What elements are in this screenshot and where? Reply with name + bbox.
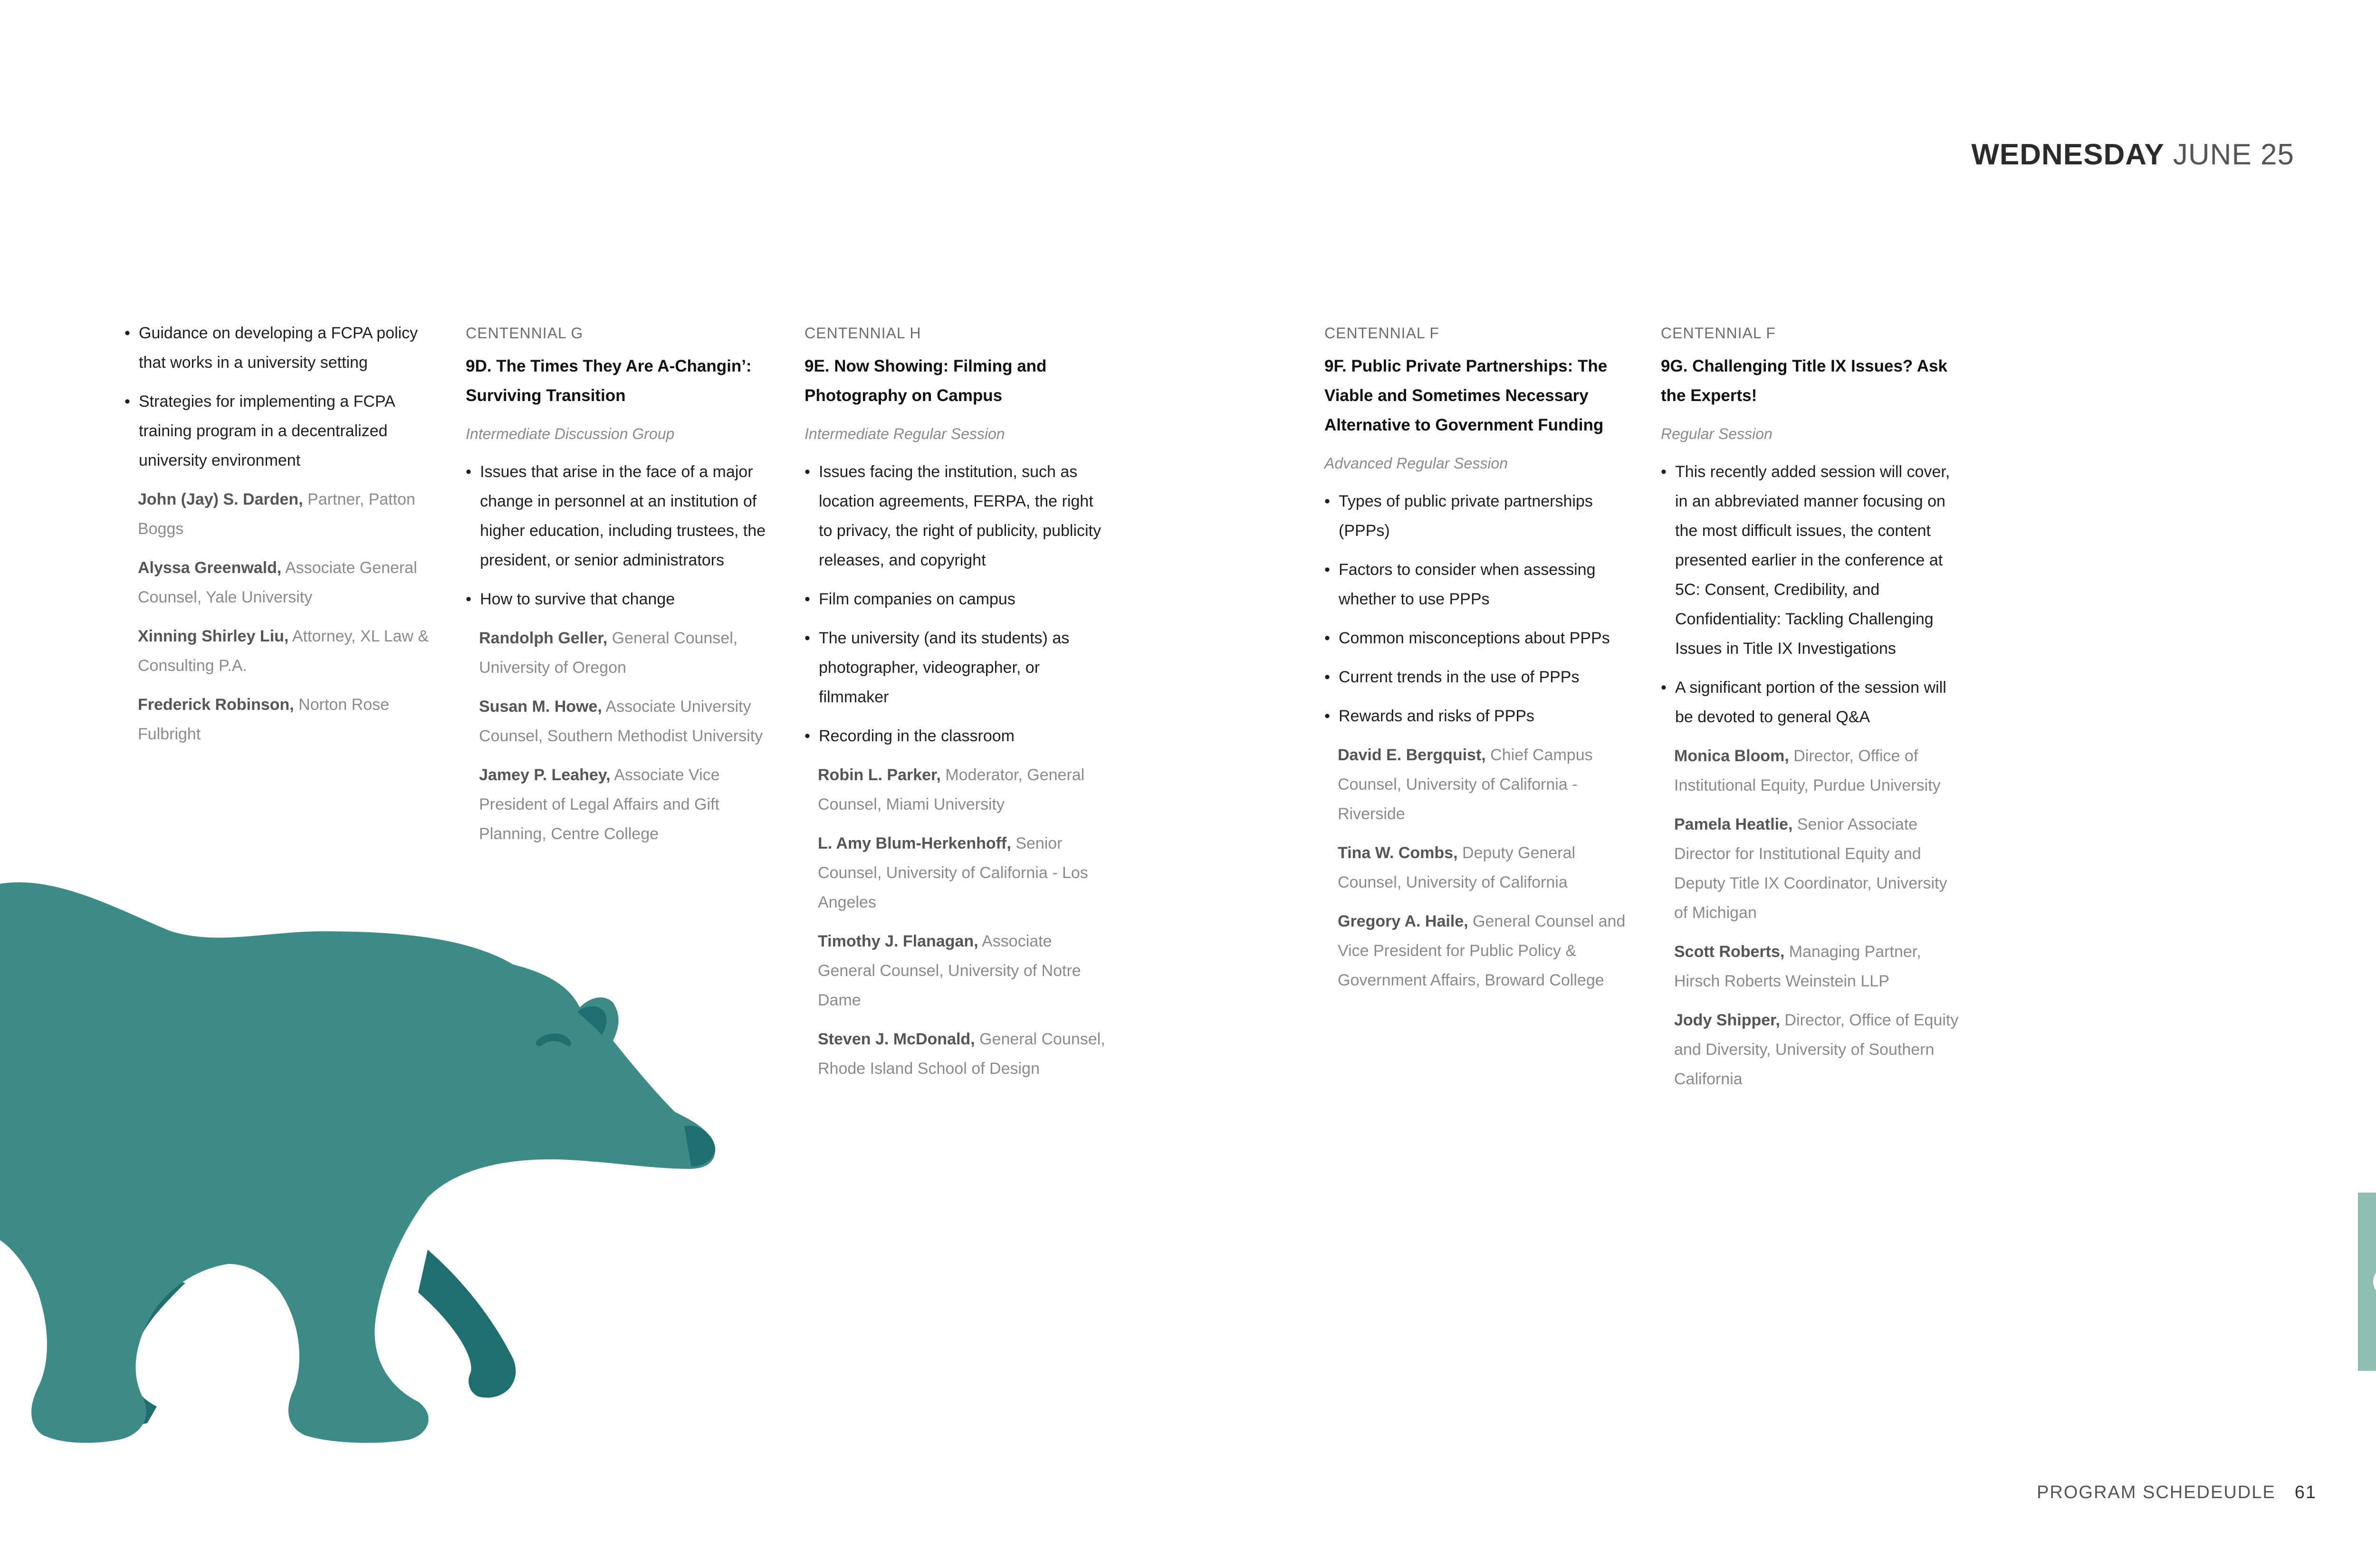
topic-item: • Rewards and risks of PPPs	[1324, 701, 1629, 731]
speaker	[1674, 1005, 1965, 1094]
speaker-list	[1661, 741, 1965, 1094]
section-tab	[2358, 1193, 2376, 1371]
topic-item: • Types of public private partnerships (PPPs)	[1324, 487, 1629, 545]
speaker-affiliation: Associate General Counsel, Yale University	[138, 559, 417, 606]
room-label: CENTENNIAL H	[805, 325, 921, 342]
speaker-name: Xinning Shirley Liu,	[138, 627, 289, 645]
speaker-affiliation: Deputy General Counsel, University of California	[1338, 844, 1576, 891]
speaker-affiliation: Norton Rose Fulbright	[138, 696, 390, 743]
session-level: Advanced Regular Session	[1324, 455, 1508, 472]
session-column-9f	[1324, 318, 1629, 1004]
speaker-list	[1324, 740, 1629, 995]
session-title: 9F. Public Private Partnerships: The Viable and Sometimes Necessary Alternative to Government Funding	[1324, 357, 1608, 434]
session-title: 9G. Challenging Title IX Issues? Ask the Experts!	[1661, 357, 1947, 405]
speaker-affiliation: General Counsel, University of Oregon	[479, 629, 738, 677]
speaker	[818, 829, 1109, 917]
speaker-affiliation: Senior Associate Director for Institutional Equity and Deputy Title IX Coordinator, University of Michigan	[1674, 815, 1947, 922]
page-footer	[2037, 1482, 2317, 1503]
page-number: 61	[2294, 1482, 2317, 1502]
speaker-name: John (Jay) S. Darden,	[138, 490, 303, 508]
speaker	[138, 553, 438, 612]
speaker-list	[805, 760, 1109, 1083]
topic-list	[1324, 487, 1629, 731]
speaker-affiliation: Director, Office of Equity and Diversity, University of Southern California	[1674, 1011, 1959, 1088]
session-column-9e	[805, 318, 1109, 1093]
speaker	[1338, 907, 1629, 995]
session-title: 9E. Now Showing: Filming and Photography on Campus	[805, 357, 1047, 405]
topic-item: • Common misconceptions about PPPs	[1324, 623, 1629, 653]
speaker	[1674, 810, 1965, 927]
speaker-name: Randolph Geller,	[479, 629, 608, 647]
speaker	[479, 692, 770, 751]
topic-item: • Issues that arise in the face of a major change in personnel at an institution of higher education, including trustees, the president, or senior administrators	[466, 457, 770, 575]
bear-illustration-icon	[0, 855, 722, 1511]
speaker-name: Scott Roberts,	[1674, 943, 1785, 961]
speaker-affiliation: Director, Office of Institutional Equity, Purdue University	[1674, 747, 1941, 794]
session-column-9g	[1661, 318, 1965, 1103]
speaker-affiliation: Attorney, XL Law & Consulting P.A.	[138, 627, 429, 675]
topic-list	[466, 457, 770, 614]
topic-item: • Current trends in the use of PPPs	[1324, 662, 1629, 692]
speaker-name: Pamela Heatlie,	[1674, 815, 1793, 833]
speaker	[1338, 740, 1629, 829]
footer-section: PROGRAM SCHEDEUDLE	[2037, 1482, 2276, 1502]
speaker-name: Susan M. Howe,	[479, 698, 602, 716]
topic-item: • How to survive that change	[466, 584, 770, 614]
room-label: CENTENNIAL F	[1324, 325, 1439, 342]
session-level: Intermediate Regular Session	[805, 425, 1005, 442]
speaker	[138, 485, 438, 544]
topic-item: • The university (and its students) as photographer, videographer, or filmmaker	[805, 623, 1109, 712]
topic-item: • A significant portion of the session will be devoted to general Q&A	[1661, 673, 1965, 732]
speaker	[1674, 741, 1965, 800]
speaker-name: Gregory A. Haile,	[1338, 912, 1468, 930]
speaker	[818, 760, 1109, 819]
speaker-name: Tina W. Combs,	[1338, 844, 1458, 862]
session-column-9d	[466, 318, 770, 858]
speaker-affiliation: General Counsel, Rhode Island School of Design	[818, 1030, 1105, 1078]
speaker	[138, 621, 438, 680]
speaker-name: Alyssa Greenwald,	[138, 559, 282, 577]
speaker-name: L. Amy Blum-Herkenhoff,	[818, 834, 1011, 852]
speaker-affiliation: Associate Vice President of Legal Affairs and Gift Planning, Centre College	[479, 766, 720, 843]
speaker-list	[466, 623, 770, 849]
speaker	[818, 927, 1109, 1015]
topic-item: • Guidance on developing a FCPA policy that works in a university setting	[125, 318, 438, 377]
topic-item: • Recording in the classroom	[805, 721, 1109, 751]
section-tab-letter	[2373, 1266, 2376, 1297]
speaker-name: Jody Shipper,	[1674, 1011, 1780, 1029]
session-column-continued	[125, 318, 438, 758]
speaker-affiliation: Moderator, General Counsel, Miami University	[818, 766, 1085, 813]
session-title: 9D. The Times They Are A-Changin’: Surviving Transition	[466, 357, 752, 405]
speaker-name: Frederick Robinson,	[138, 696, 294, 714]
topic-item: • Strategies for implementing a FCPA training program in a decentralized university environment	[125, 387, 438, 475]
day-label: WEDNESDAY	[1971, 138, 2165, 171]
speaker-name: Steven J. McDonald,	[818, 1030, 975, 1048]
speaker	[138, 690, 438, 749]
topic-item: • Issues facing the institution, such as location agreements, FERPA, the right to privacy, the right of publicity, publicity releases, and copyright	[805, 457, 1109, 575]
speaker-name: Timothy J. Flanagan,	[818, 932, 978, 950]
speaker-name: David E. Bergquist,	[1338, 746, 1486, 764]
topic-list	[805, 457, 1109, 751]
speaker-affiliation: Managing Partner, Hirsch Roberts Weinstein LLP	[1674, 943, 1921, 990]
speaker-name: Monica Bloom,	[1674, 747, 1789, 765]
speaker	[479, 623, 770, 682]
speaker	[1674, 937, 1965, 996]
speaker-list	[125, 485, 438, 749]
speaker-affiliation: Associate University Counsel, Southern Methodist University	[479, 698, 763, 745]
topic-item: • This recently added session will cover, in an abbreviated manner focusing on the most difficult issues, the content presented earlier in the conference at 5C: Consent, Credibility, and Confidentiality: Tackling Challenging Issues in Title IX Investigations	[1661, 457, 1965, 663]
room-label: CENTENNIAL G	[466, 325, 584, 342]
speaker	[479, 760, 770, 849]
topic-item: • Film companies on campus	[805, 584, 1109, 614]
session-level: Regular Session	[1661, 425, 1772, 442]
speaker-affiliation: Chief Campus Counsel, University of California - Riverside	[1338, 746, 1593, 823]
session-level: Intermediate Discussion Group	[466, 425, 675, 442]
topic-list	[1661, 457, 1965, 732]
speaker-name: Jamey P. Leahey,	[479, 766, 611, 784]
speaker	[818, 1024, 1109, 1083]
speaker-affiliation: Senior Counsel, University of California - Los Angeles	[818, 834, 1088, 911]
room-label: CENTENNIAL F	[1661, 325, 1776, 342]
date-label: JUNE 25	[2173, 138, 2294, 171]
day-heading	[1971, 138, 2294, 172]
speaker-affiliation: Partner, Patton Boggs	[138, 490, 415, 538]
topic-item: • Factors to consider when assessing whether to use PPPs	[1324, 555, 1629, 614]
topic-list	[125, 318, 438, 475]
speaker-name: Robin L. Parker,	[818, 766, 941, 784]
speaker	[1338, 838, 1629, 897]
speaker-affiliation: General Counsel and Vice President for Public Policy & Government Affairs, Broward College	[1338, 912, 1626, 989]
speaker-affiliation: Associate General Counsel, University of Notre Dame	[818, 932, 1081, 1009]
